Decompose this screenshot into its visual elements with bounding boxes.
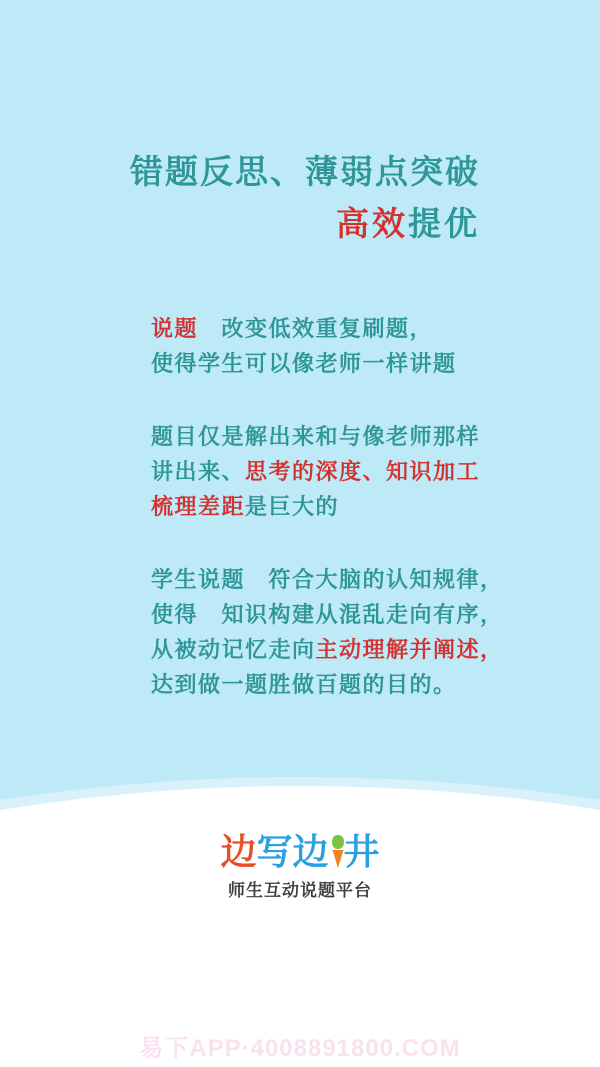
body-line	[151, 311, 511, 346]
watermark-text: 易下APP·4008891800.COM	[139, 1035, 461, 1062]
headline-line2	[130, 205, 480, 243]
text-run: 从被动记忆走向	[151, 637, 316, 662]
body-line	[151, 562, 511, 597]
bottom-curve-decoration	[0, 770, 600, 1067]
headline-line2-teal: 提优	[408, 205, 480, 242]
text-run: 达到做一题胜做百题的目的。	[151, 672, 457, 697]
paragraph-2	[151, 419, 511, 524]
text-run: 梳理差距	[151, 494, 246, 519]
text-run: 主动理解并阐述，	[315, 637, 504, 662]
logo-char-3: 边	[292, 831, 329, 872]
curve-white	[0, 786, 600, 1067]
body-line	[151, 454, 511, 489]
text-run: 改变低效重复刷题，	[198, 316, 434, 341]
text-run: 学生说题 符合大脑的认知规律，	[151, 567, 504, 592]
text-run: 讲出来、	[151, 459, 246, 484]
ice-cream-cone	[332, 850, 343, 868]
body-line	[151, 489, 511, 524]
logo-char-4	[329, 832, 380, 872]
headline	[130, 153, 480, 243]
body-line	[151, 632, 511, 667]
text-run: 使得学生可以像老师一样讲题	[151, 351, 457, 376]
body-line	[151, 597, 511, 632]
logo-char-1: 边	[220, 831, 257, 872]
text-run: 使得 知识构建从混乱走向有序，	[151, 602, 504, 627]
text-run: 思考的深度、知识加工	[245, 459, 481, 484]
ice-cream-cone-icon	[331, 834, 345, 870]
logo-subtitle: 师生互动说题平台	[228, 881, 372, 900]
paragraph-3	[151, 562, 511, 702]
logo-block	[0, 832, 600, 901]
logo-char-4-right: 井	[343, 831, 380, 872]
text-run: 说题	[151, 316, 199, 341]
body-line	[151, 419, 511, 454]
body-text	[151, 311, 511, 702]
paragraph-1	[151, 311, 511, 381]
text-run: 题目仅是解出来和与像老师那样	[151, 424, 481, 449]
body-line	[151, 667, 511, 702]
logo-char-2: 写	[256, 831, 293, 872]
body-line	[151, 346, 511, 381]
headline-line1: 错题反思、薄弱点突破	[130, 153, 480, 190]
text-run: 是巨大的	[245, 494, 340, 519]
logo-wordmark	[0, 832, 600, 872]
ice-cream-scoop	[332, 835, 344, 849]
headline-line2-red: 高效	[336, 205, 408, 242]
